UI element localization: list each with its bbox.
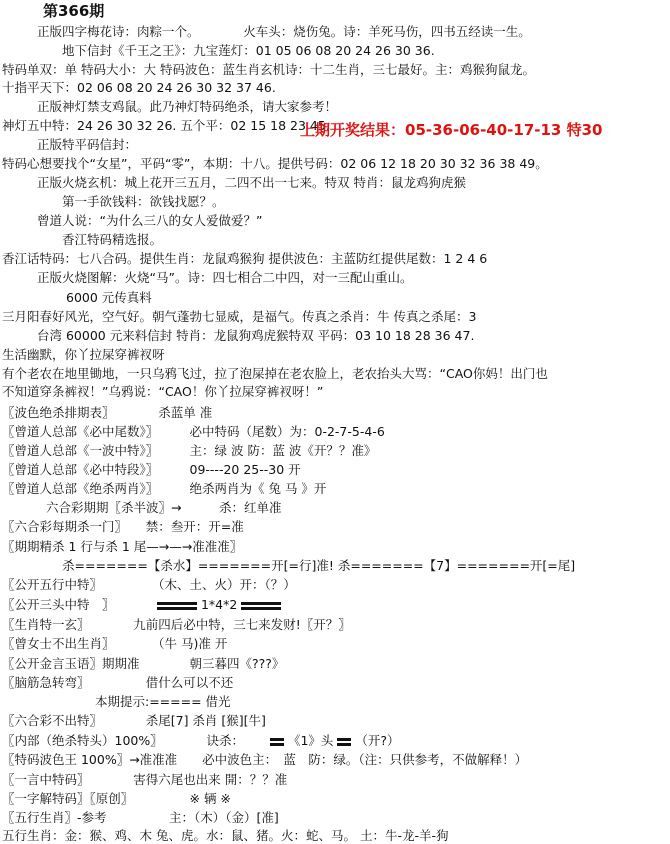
line-tujie: 正版火烧图解：火烧“马”。诗：四七相合二中四，对一三配山重山。 — [37, 270, 413, 285]
line-youmo: 生活幽默，你丫拉屎穿裤衩呀 — [2, 347, 165, 362]
line-buchu: 〖六合彩不出特〗 杀尾[7] 杀肖 [猴][牛] — [2, 713, 266, 728]
bar-icon-small-2 — [337, 738, 351, 746]
line-danshuang: 特码单双：单 特码大小：大 特码波色：蓝生肖玄机诗：十二生肖，三七最好。主：鸡猴狗鼠龙。 — [2, 62, 535, 77]
neibu-open: （开?） — [355, 733, 400, 748]
line-yixuan: 〖生肖特一玄〗 九前四后必中特，三七来发财!〖开？〗 — [2, 617, 351, 632]
line-wuzhong: 神灯五中特：24 26 30 32 26. 五个平：02 15 18 23 45. — [2, 118, 330, 133]
issue-title: 第366期 — [43, 2, 105, 20]
line-xinfeng: 地下信封《千王之王》：九宝莲灯：01 05 06 08 20 24 26 30 36. — [62, 43, 435, 58]
line-story-1: 有个老农在地里锄地，一只乌鸦飞过，拉了泡屎掉在老农脸上，老农抬头大骂：“CAO你妈！出门也 — [2, 366, 548, 381]
line-taiwan: 台湾 60000 元来料信封 特肖：龙鼠狗鸡虎猴特双 平码：03 10 18 28 36 47. — [37, 328, 475, 343]
line-weishu: 〖曾道人总部《必中尾数》〗 必中特码（尾数）为：0-2-7-5-4-6 — [2, 424, 385, 439]
line-xiangjiang: 香江特码精选报。 — [62, 232, 163, 247]
line-yiyan: 〖一言中特码〗 害得六尾也出来 開：？？准 — [2, 772, 288, 787]
line-pingma: 正版特平码信封： — [37, 137, 138, 152]
line-jingsha: 〖期期精杀 1 行与杀 1 尾—→—→准准准〗 — [2, 539, 243, 554]
line-jinyan: 〖公开金言玉语〗期期准 朝三暮四《???》 — [2, 656, 285, 671]
line-bose: 〖波色绝杀排期表〗 杀蓝单 准 — [2, 405, 213, 420]
neibu-head: 《1》头 — [287, 733, 334, 748]
line-meihua: 正版四字梅花诗：肉粽一个。 火车头：烧伤兔。诗：羊死马伤，四书五经读一生。 — [37, 24, 531, 39]
bar-icon-small — [270, 738, 284, 746]
line-bosewang: 〖特码波色王 100%〗→准准准 必中波色主： 蓝 防：绿。（注：只供参考，不做解释！） — [2, 752, 528, 767]
line-chuanzhen: 6000 元传真料 — [66, 290, 152, 305]
bar-icon-right — [241, 602, 281, 610]
line-wuxing-list: 五行生肖：金：猴、鸡、木 兔、虎。水：鼠、猪。火：蛇、马。 土：牛-龙-羊-狗 — [2, 828, 449, 843]
line-neibu: 〖内部（绝杀特头）100%〗 诀杀： — [2, 733, 244, 748]
line-zengdao: 曾道人说：“为什么三八的女人爱做爱？” — [37, 213, 263, 228]
line-shendeng: 正版神灯禁支鸡鼠。此乃神灯特码绝杀，请大家参考！ — [37, 99, 338, 114]
line-wuxing: 〖公开五行中特〗 （木、土、火）开：（？） — [2, 577, 296, 592]
line-yizi: 〖一字解特码〗〖原创〗 ※ 辆 ※ — [2, 791, 231, 806]
santou-bars — [157, 597, 281, 613]
neibu-tail — [270, 733, 400, 749]
line-nuxing: 特码心想要找个“女星”，平码“零”，本期：十八。提供号码：02 06 12 18 20 30 32 36 38 49。 — [2, 156, 548, 171]
result-banner: 上期开奖结果：05-36-06-40-17-13 特30 — [300, 121, 603, 139]
line-banbo: 六合彩期期〖杀半波〗→ 杀：红单准 — [46, 500, 282, 515]
line-qiba: 香江话特码：七八合码。提供生肖：龙鼠鸡猴狗 提供波色：主蓝防红提供尾数：1 2 4 6 — [2, 251, 488, 266]
line-yuqian: 第一手欲钱料：欲钱找愿？。 — [62, 194, 225, 209]
bar-icon-left — [157, 602, 197, 610]
line-santou: 〖公开三头中特 〗 — [2, 597, 115, 612]
line-yibo: 〖曾道人总部《一波中特》〗 主：绿 波 防：蓝 波《开？？准》 — [2, 443, 377, 458]
line-huoshao: 正版火烧玄机：城上花开三五月，二四不出一七来。特双 特肖：鼠龙鸡狗虎猴 — [37, 175, 466, 190]
santou-value: 1*4*2 — [200, 597, 238, 612]
line-sanyue: 三月阳春好风光，空气好。朝气蓬勃七显威，是福气。传真之杀肖：牛 传真之杀尾：3 — [2, 309, 477, 324]
line-wuxing-shengxiao: 〖五行生肖〗-参考 主：（木）（金）[准] — [2, 810, 279, 825]
line-shashui: 杀=======【杀水】=======开[=行]准! 杀=======【7】=======开[=尾] — [62, 558, 576, 573]
line-naojin: 〖脑筋急转弯〗 借什么可以不还 — [2, 675, 234, 690]
line-liangxiao: 〖曾道人总部《绝杀两肖》〗 绝杀两肖为《 兔 马 》开 — [2, 481, 327, 496]
line-yimen: 〖六合彩每期杀一门〗 禁：叁开：开=准 — [2, 519, 244, 534]
line-nvshi: 〖曾女士不出生肖〗 （牛 马)准 开 — [2, 636, 228, 651]
line-teduan: 〖曾道人总部《必中特段》〗 09----20 25--30 开 — [2, 462, 301, 477]
line-tishi: 本期提示:===== 借光 — [95, 694, 231, 709]
line-shizhi: 十指平天下：02 06 08 20 24 26 30 32 37 46. — [2, 80, 276, 95]
line-story-2: 不知道穿条裤衩！”乌鸦说：“CAO！你丫拉屎穿裤衩呀！” — [2, 384, 324, 399]
